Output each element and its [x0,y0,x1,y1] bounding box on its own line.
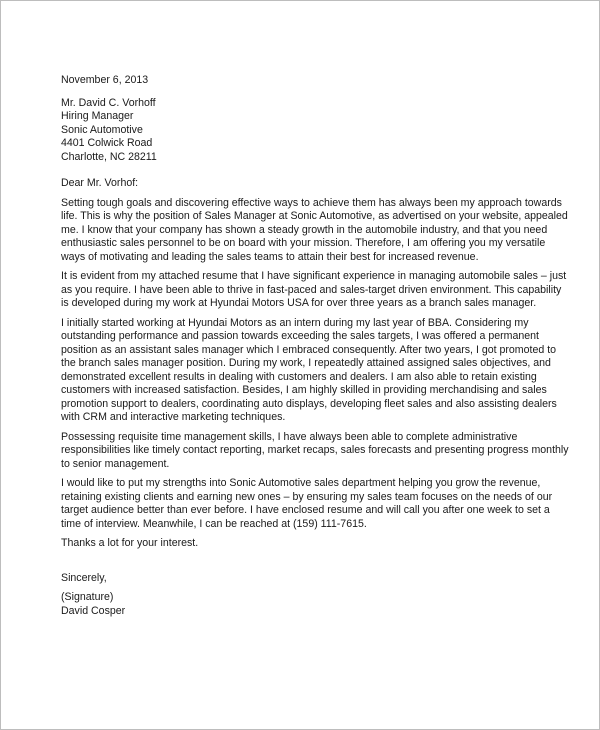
signature-placeholder: (Signature) [61,591,114,603]
paragraph-4 [61,430,569,472]
paragraph-line: to senior management. [61,457,170,470]
paragraph-line: position as an assistant sales manager which I embraced consequently. After two years, I got promoted to [61,343,557,356]
paragraph-line: life. This is why the position of Sales Manager at Sonic Automotive, as advertised on your website, appealed [61,210,568,222]
paragraph-5 [61,477,553,531]
paragraph-line: me. I know that your company has shown a steady growth in the automobile industry, and that you need [61,223,548,236]
paragraph-line: customers with increased satisfaction. Besides, I am highly skilled in providing merchandising and sales [61,384,547,396]
paragraph-line: I initially started working at Hyundai Motors as an intern during my last year of BBA. Considering my [61,316,529,329]
closing-text: Sincerely, [61,571,107,584]
cover-letter [61,74,569,618]
paragraph-line: the branch sales manager position. During my work, I repeatedly attained assigned sales objectives, and [61,357,551,369]
paragraph-line: outstanding performance and passion towards exceeding the sales targets, I was offered a permanent [61,330,539,342]
paragraph-2 [61,270,567,311]
date-text: November 6, 2013 [61,74,149,86]
thanks-text: Thanks a lot for your interest. [61,537,199,549]
closing [61,572,545,586]
paragraph-line: with CRM and interactive marketing techniques. [61,411,286,423]
paragraph-line: is developed during my work at Hyundai Motors USA for over three years as a branch sales manager. [61,297,537,309]
recipient-city: Charlotte, NC 28211 [61,150,157,163]
paragraph-line: It is evident from my attached resume that I have significant experience in managing automobile sales – just [61,270,567,282]
thanks-line [61,537,545,551]
salutation-text: Dear Mr. Vorhof: [61,177,139,189]
paragraph-line: as you require. I have been able to thrive in fast-paced and sales-target driven environment. This capability [61,283,562,296]
recipient-title: Hiring Manager [61,110,134,122]
paragraph-1 [61,196,568,265]
paragraph-line: enthusiastic sales personnel to be on board with your mission. Therefore, I am offering you my versatile [61,237,546,249]
paragraph-line: responsibilities like timely contact reporting, market recaps, sales forecasts and presenting progress monthly [61,444,569,456]
paragraph-line: demonstrated excellent results in dealing with customers and dealers. I am also able to retain existing [61,370,537,383]
recipient-company: Sonic Automotive [61,123,143,136]
paragraph-line: ways of motivating and leading the sales teams to attain their best for increased revenue. [61,250,479,263]
paragraph-line: target audience better than ever before. I have enclosed resume and will call you after one week to set a [61,504,550,516]
paragraph-line: retaining existing clients and earning new ones – by ensuring my sales team focuses on the needs of our [61,490,553,503]
paragraph-line: Possessing requisite time management skills, I have always been able to complete administrative [61,430,518,443]
paragraph-line: Setting tough goals and discovering effective ways to achieve them has always been my approach towards [61,196,562,209]
sender-name: David Cosper [61,604,126,617]
recipient-street: 4401 Colwick Road [61,137,153,149]
paragraph-3 [61,316,557,425]
signature-block [61,591,545,618]
paragraph-line: time of interview. Meanwhile, I can be reached at (159) 111-7615. [61,517,367,530]
recipient-name: Mr. David C. Vorhoff [61,96,156,109]
letter-date [61,74,545,88]
recipient-address [61,97,545,165]
salutation [61,177,545,191]
paragraph-line: promotion support to dealers, coordinating auto displays, developing fleet sales and also assisting dealers [61,397,557,410]
paragraph-line: I would like to put my strengths into Sonic Automotive sales department helping you grow the revenue, [61,477,541,489]
